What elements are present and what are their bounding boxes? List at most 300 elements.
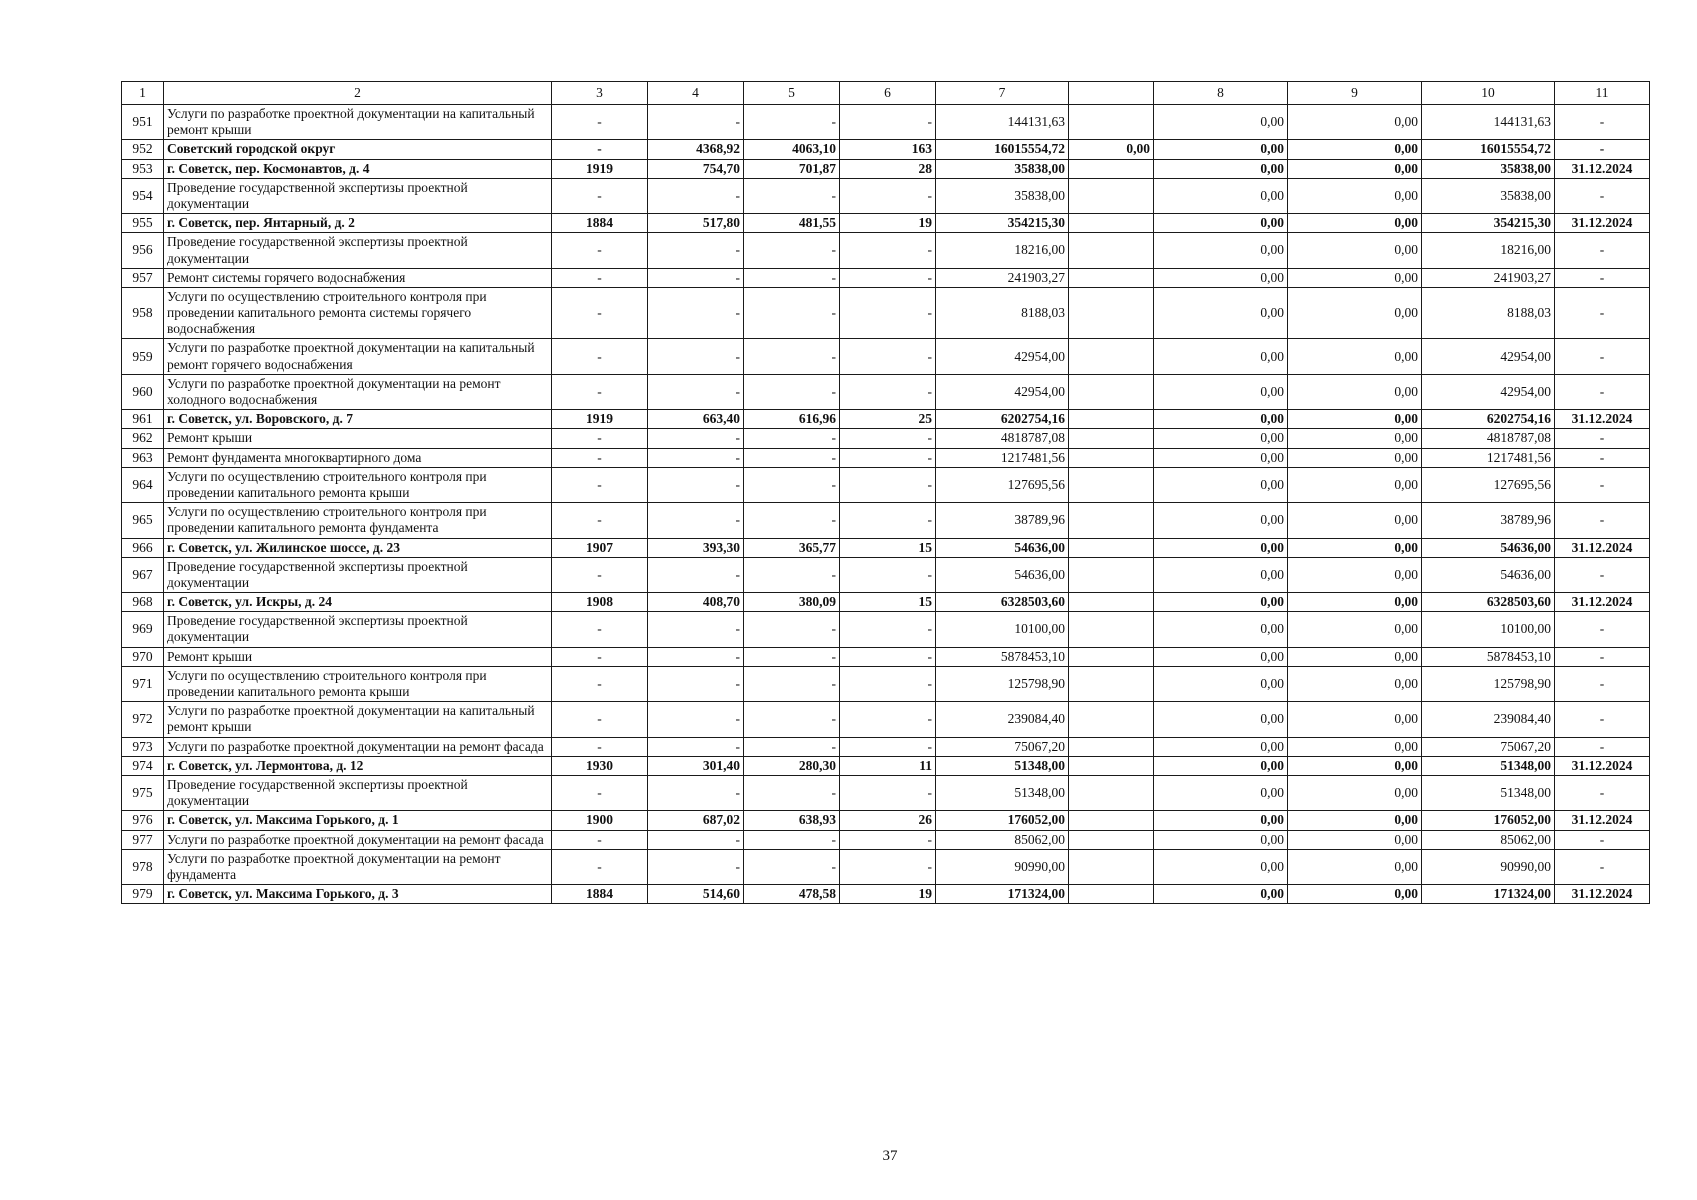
area-living-cell: 280,30 [744, 756, 840, 775]
owner-funds-cell: 90990,00 [1422, 849, 1555, 884]
table-row [122, 467, 1650, 502]
residents-cell: 163 [840, 140, 936, 159]
extra-cost-cell [1069, 467, 1154, 502]
row-number: 964 [122, 467, 164, 502]
table-body [122, 82, 1650, 904]
year-cell: - [552, 268, 648, 287]
row-number: 965 [122, 503, 164, 538]
residents-cell: - [840, 429, 936, 448]
residents-cell: 11 [840, 756, 936, 775]
year-cell: 1884 [552, 885, 648, 904]
deadline-cell: 31.12.2024 [1555, 885, 1650, 904]
total-cost-cell: 16015554,72 [936, 140, 1069, 159]
area-living-cell: - [744, 666, 840, 701]
extra-cost-cell [1069, 538, 1154, 557]
extra-cost-cell [1069, 268, 1154, 287]
area-cell: - [648, 429, 744, 448]
table-row [122, 666, 1650, 701]
area-cell: - [648, 557, 744, 592]
item-name: Проведение государственной экспертизы проектной документации [164, 557, 552, 592]
year-cell: 1900 [552, 811, 648, 830]
table-row [122, 287, 1650, 339]
item-name: Ремонт системы горячего водоснабжения [164, 268, 552, 287]
residents-cell: - [840, 557, 936, 592]
extra-cost-cell [1069, 287, 1154, 339]
fund-cell: 0,00 [1154, 178, 1288, 213]
item-name: Проведение государственной экспертизы проектной документации [164, 178, 552, 213]
row-number: 978 [122, 849, 164, 884]
fund-cell: 0,00 [1154, 756, 1288, 775]
header-cell: 11 [1555, 82, 1650, 105]
deadline-cell: 31.12.2024 [1555, 756, 1650, 775]
row-number: 961 [122, 410, 164, 429]
owner-funds-cell: 4818787,08 [1422, 429, 1555, 448]
extra-cost-cell [1069, 448, 1154, 467]
budget-cell: 0,00 [1288, 593, 1422, 612]
year-cell: - [552, 503, 648, 538]
area-living-cell: - [744, 467, 840, 502]
row-number: 977 [122, 830, 164, 849]
row-number: 962 [122, 429, 164, 448]
residents-cell: - [840, 268, 936, 287]
budget-cell: 0,00 [1288, 830, 1422, 849]
total-cost-cell: 127695,56 [936, 467, 1069, 502]
deadline-cell: - [1555, 612, 1650, 647]
table-row [122, 830, 1650, 849]
item-name: Проведение государственной экспертизы проектной документации [164, 775, 552, 810]
page-number: 37 [882, 1148, 898, 1164]
area-living-cell: - [744, 178, 840, 213]
year-cell: - [552, 849, 648, 884]
total-cost-cell: 85062,00 [936, 830, 1069, 849]
extra-cost-cell [1069, 233, 1154, 268]
area-cell: - [648, 702, 744, 737]
residents-cell: - [840, 702, 936, 737]
budget-cell: 0,00 [1288, 612, 1422, 647]
total-cost-cell: 38789,96 [936, 503, 1069, 538]
item-name: Ремонт крыши [164, 647, 552, 666]
area-living-cell: - [744, 830, 840, 849]
year-cell: - [552, 233, 648, 268]
total-cost-cell: 176052,00 [936, 811, 1069, 830]
total-cost-cell: 6202754,16 [936, 410, 1069, 429]
total-cost-cell: 51348,00 [936, 775, 1069, 810]
item-name: Советский городской округ [164, 140, 552, 159]
extra-cost-cell [1069, 666, 1154, 701]
extra-cost-cell [1069, 849, 1154, 884]
area-living-cell: 701,87 [744, 159, 840, 178]
table-row-address [122, 140, 1650, 159]
area-cell: - [648, 737, 744, 756]
extra-cost-cell: 0,00 [1069, 140, 1154, 159]
extra-cost-cell [1069, 830, 1154, 849]
fund-cell: 0,00 [1154, 666, 1288, 701]
budget-cell: 0,00 [1288, 287, 1422, 339]
row-number: 972 [122, 702, 164, 737]
owner-funds-cell: 5878453,10 [1422, 647, 1555, 666]
budget-cell: 0,00 [1288, 756, 1422, 775]
item-name: г. Советск, ул. Максима Горького, д. 1 [164, 811, 552, 830]
year-cell: - [552, 830, 648, 849]
area-cell: - [648, 467, 744, 502]
extra-cost-cell [1069, 593, 1154, 612]
owner-funds-cell: 6202754,16 [1422, 410, 1555, 429]
header-cell: 6 [840, 82, 936, 105]
area-cell: - [648, 339, 744, 374]
fund-cell: 0,00 [1154, 538, 1288, 557]
total-cost-cell: 5878453,10 [936, 647, 1069, 666]
owner-funds-cell: 18216,00 [1422, 233, 1555, 268]
budget-cell: 0,00 [1288, 557, 1422, 592]
residents-cell: - [840, 233, 936, 268]
owner-funds-cell: 42954,00 [1422, 374, 1555, 409]
area-cell: 4368,92 [648, 140, 744, 159]
deadline-cell: - [1555, 287, 1650, 339]
total-cost-cell: 144131,63 [936, 105, 1069, 140]
residents-cell: - [840, 612, 936, 647]
year-cell: - [552, 178, 648, 213]
item-name: Услуги по разработке проектной документации на ремонт фундамента [164, 849, 552, 884]
table-row [122, 233, 1650, 268]
residents-cell: - [840, 467, 936, 502]
residents-cell: 15 [840, 538, 936, 557]
item-name: Проведение государственной экспертизы проектной документации [164, 612, 552, 647]
fund-cell: 0,00 [1154, 105, 1288, 140]
extra-cost-cell [1069, 557, 1154, 592]
table-row [122, 448, 1650, 467]
budget-cell: 0,00 [1288, 666, 1422, 701]
area-living-cell: - [744, 268, 840, 287]
owner-funds-cell: 354215,30 [1422, 214, 1555, 233]
owner-funds-cell: 176052,00 [1422, 811, 1555, 830]
area-cell: - [648, 647, 744, 666]
area-cell: - [648, 830, 744, 849]
item-name: г. Советск, пер. Янтарный, д. 2 [164, 214, 552, 233]
item-name: Услуги по разработке проектной документации на ремонт фасада [164, 737, 552, 756]
area-cell: - [648, 849, 744, 884]
fund-cell: 0,00 [1154, 429, 1288, 448]
item-name: Ремонт крыши [164, 429, 552, 448]
fund-cell: 0,00 [1154, 214, 1288, 233]
deadline-cell: - [1555, 467, 1650, 502]
item-name: Услуги по осуществлению строительного контроля при проведении капитального ремонта крыши [164, 467, 552, 502]
area-living-cell: - [744, 612, 840, 647]
total-cost-cell: 35838,00 [936, 159, 1069, 178]
extra-cost-cell [1069, 105, 1154, 140]
area-cell: - [648, 268, 744, 287]
table-row [122, 105, 1650, 140]
budget-cell: 0,00 [1288, 647, 1422, 666]
table-row [122, 178, 1650, 213]
deadline-cell: - [1555, 503, 1650, 538]
table-row-address [122, 159, 1650, 178]
extra-cost-cell [1069, 410, 1154, 429]
owner-funds-cell: 10100,00 [1422, 612, 1555, 647]
item-name: Услуги по осуществлению строительного контроля при проведении капитального ремонта фундамента [164, 503, 552, 538]
area-living-cell: - [744, 775, 840, 810]
table-row [122, 339, 1650, 374]
row-number: 951 [122, 105, 164, 140]
residents-cell: 28 [840, 159, 936, 178]
deadline-cell: - [1555, 702, 1650, 737]
area-living-cell: 481,55 [744, 214, 840, 233]
year-cell: 1907 [552, 538, 648, 557]
owner-funds-cell: 54636,00 [1422, 557, 1555, 592]
total-cost-cell: 8188,03 [936, 287, 1069, 339]
year-cell: 1919 [552, 159, 648, 178]
extra-cost-cell [1069, 647, 1154, 666]
year-cell: - [552, 105, 648, 140]
owner-funds-cell: 51348,00 [1422, 756, 1555, 775]
row-number: 976 [122, 811, 164, 830]
row-number: 960 [122, 374, 164, 409]
fund-cell: 0,00 [1154, 467, 1288, 502]
table-row [122, 503, 1650, 538]
owner-funds-cell: 127695,56 [1422, 467, 1555, 502]
table-header-row [122, 82, 1650, 105]
owner-funds-cell: 54636,00 [1422, 538, 1555, 557]
deadline-cell: 31.12.2024 [1555, 593, 1650, 612]
budget-cell: 0,00 [1288, 702, 1422, 737]
fund-cell: 0,00 [1154, 647, 1288, 666]
residents-cell: - [840, 339, 936, 374]
year-cell: - [552, 467, 648, 502]
table-row-address [122, 538, 1650, 557]
header-cell: 2 [164, 82, 552, 105]
deadline-cell: 31.12.2024 [1555, 159, 1650, 178]
row-number: 970 [122, 647, 164, 666]
item-name: Услуги по осуществлению строительного контроля при проведении капитального ремонта системы горячего водоснабжения [164, 287, 552, 339]
owner-funds-cell: 51348,00 [1422, 775, 1555, 810]
fund-cell: 0,00 [1154, 702, 1288, 737]
owner-funds-cell: 85062,00 [1422, 830, 1555, 849]
owner-funds-cell: 38789,96 [1422, 503, 1555, 538]
row-number: 979 [122, 885, 164, 904]
residents-cell: 19 [840, 885, 936, 904]
deadline-cell: - [1555, 647, 1650, 666]
year-cell: - [552, 775, 648, 810]
year-cell: - [552, 702, 648, 737]
budget-cell: 0,00 [1288, 538, 1422, 557]
area-cell: - [648, 233, 744, 268]
total-cost-cell: 171324,00 [936, 885, 1069, 904]
item-name: Услуги по разработке проектной документации на ремонт холодного водоснабжения [164, 374, 552, 409]
table-row [122, 429, 1650, 448]
table-row-address [122, 811, 1650, 830]
item-name: г. Советск, ул. Жилинское шоссе, д. 23 [164, 538, 552, 557]
item-name: Услуги по разработке проектной документации на капитальный ремонт горячего водоснабжения [164, 339, 552, 374]
row-number: 956 [122, 233, 164, 268]
owner-funds-cell: 75067,20 [1422, 737, 1555, 756]
area-cell: 517,80 [648, 214, 744, 233]
area-living-cell: - [744, 647, 840, 666]
area-cell: 663,40 [648, 410, 744, 429]
fund-cell: 0,00 [1154, 448, 1288, 467]
budget-cell: 0,00 [1288, 885, 1422, 904]
budget-cell: 0,00 [1288, 140, 1422, 159]
total-cost-cell: 75067,20 [936, 737, 1069, 756]
year-cell: 1919 [552, 410, 648, 429]
row-number: 952 [122, 140, 164, 159]
table-row [122, 557, 1650, 592]
extra-cost-cell [1069, 885, 1154, 904]
fund-cell: 0,00 [1154, 612, 1288, 647]
owner-funds-cell: 8188,03 [1422, 287, 1555, 339]
year-cell: 1884 [552, 214, 648, 233]
fund-cell: 0,00 [1154, 287, 1288, 339]
area-cell: 393,30 [648, 538, 744, 557]
residents-cell: 26 [840, 811, 936, 830]
year-cell: - [552, 287, 648, 339]
fund-cell: 0,00 [1154, 811, 1288, 830]
area-living-cell: 380,09 [744, 593, 840, 612]
header-cell: 9 [1288, 82, 1422, 105]
area-living-cell: - [744, 429, 840, 448]
total-cost-cell: 18216,00 [936, 233, 1069, 268]
year-cell: - [552, 140, 648, 159]
table-row [122, 737, 1650, 756]
table-row-address [122, 593, 1650, 612]
residents-cell: - [840, 178, 936, 213]
year-cell: - [552, 374, 648, 409]
row-number: 958 [122, 287, 164, 339]
budget-cell: 0,00 [1288, 737, 1422, 756]
table-row-address [122, 756, 1650, 775]
row-number: 969 [122, 612, 164, 647]
deadline-cell: - [1555, 849, 1650, 884]
area-living-cell: 4063,10 [744, 140, 840, 159]
area-living-cell: - [744, 849, 840, 884]
fund-cell: 0,00 [1154, 557, 1288, 592]
item-name: Проведение государственной экспертизы проектной документации [164, 233, 552, 268]
item-name: г. Советск, ул. Искры, д. 24 [164, 593, 552, 612]
area-living-cell: - [744, 374, 840, 409]
deadline-cell: - [1555, 268, 1650, 287]
table-row [122, 612, 1650, 647]
area-cell: 408,70 [648, 593, 744, 612]
extra-cost-cell [1069, 159, 1154, 178]
extra-cost-cell [1069, 612, 1154, 647]
residents-cell: - [840, 775, 936, 810]
area-cell: 301,40 [648, 756, 744, 775]
area-living-cell: - [744, 287, 840, 339]
row-number: 973 [122, 737, 164, 756]
fund-cell: 0,00 [1154, 737, 1288, 756]
deadline-cell: - [1555, 448, 1650, 467]
row-number: 959 [122, 339, 164, 374]
area-living-cell: 616,96 [744, 410, 840, 429]
header-cell: 7 [936, 82, 1069, 105]
fund-cell: 0,00 [1154, 374, 1288, 409]
fund-cell: 0,00 [1154, 268, 1288, 287]
year-cell: - [552, 647, 648, 666]
budget-cell: 0,00 [1288, 467, 1422, 502]
fund-cell: 0,00 [1154, 849, 1288, 884]
row-number: 968 [122, 593, 164, 612]
table-row [122, 268, 1650, 287]
residents-cell: - [840, 647, 936, 666]
residents-cell: 25 [840, 410, 936, 429]
extra-cost-cell [1069, 702, 1154, 737]
header-cell: 5 [744, 82, 840, 105]
budget-cell: 0,00 [1288, 410, 1422, 429]
fund-cell: 0,00 [1154, 159, 1288, 178]
owner-funds-cell: 42954,00 [1422, 339, 1555, 374]
table-row-address [122, 410, 1650, 429]
budget-cell: 0,00 [1288, 811, 1422, 830]
row-number: 953 [122, 159, 164, 178]
extra-cost-cell [1069, 503, 1154, 538]
budget-cell: 0,00 [1288, 233, 1422, 268]
area-cell: - [648, 448, 744, 467]
total-cost-cell: 54636,00 [936, 538, 1069, 557]
total-cost-cell: 239084,40 [936, 702, 1069, 737]
row-number: 971 [122, 666, 164, 701]
residents-cell: - [840, 849, 936, 884]
header-cell: 10 [1422, 82, 1555, 105]
total-cost-cell: 54636,00 [936, 557, 1069, 592]
deadline-cell: - [1555, 105, 1650, 140]
total-cost-cell: 125798,90 [936, 666, 1069, 701]
extra-cost-cell [1069, 374, 1154, 409]
area-living-cell: - [744, 233, 840, 268]
table-row [122, 374, 1650, 409]
residents-cell: - [840, 374, 936, 409]
row-number: 974 [122, 756, 164, 775]
extra-cost-cell [1069, 214, 1154, 233]
extra-cost-cell [1069, 339, 1154, 374]
total-cost-cell: 35838,00 [936, 178, 1069, 213]
data-table [121, 81, 1650, 904]
year-cell: 1908 [552, 593, 648, 612]
area-living-cell: - [744, 339, 840, 374]
deadline-cell: - [1555, 233, 1650, 268]
area-cell: - [648, 666, 744, 701]
year-cell: - [552, 612, 648, 647]
area-living-cell: - [744, 503, 840, 538]
area-cell: - [648, 178, 744, 213]
residents-cell: - [840, 105, 936, 140]
header-cell: 8 [1154, 82, 1288, 105]
extra-cost-cell [1069, 737, 1154, 756]
owner-funds-cell: 239084,40 [1422, 702, 1555, 737]
owner-funds-cell: 35838,00 [1422, 159, 1555, 178]
extra-cost-cell [1069, 811, 1154, 830]
budget-cell: 0,00 [1288, 159, 1422, 178]
area-cell: 754,70 [648, 159, 744, 178]
area-living-cell: 478,58 [744, 885, 840, 904]
extra-cost-cell [1069, 429, 1154, 448]
total-cost-cell: 42954,00 [936, 339, 1069, 374]
budget-cell: 0,00 [1288, 178, 1422, 213]
year-cell: 1930 [552, 756, 648, 775]
area-living-cell: 365,77 [744, 538, 840, 557]
area-living-cell: 638,93 [744, 811, 840, 830]
total-cost-cell: 42954,00 [936, 374, 1069, 409]
total-cost-cell: 4818787,08 [936, 429, 1069, 448]
budget-cell: 0,00 [1288, 849, 1422, 884]
deadline-cell: - [1555, 737, 1650, 756]
deadline-cell: - [1555, 140, 1650, 159]
year-cell: - [552, 448, 648, 467]
fund-cell: 0,00 [1154, 830, 1288, 849]
residents-cell: - [840, 503, 936, 538]
total-cost-cell: 90990,00 [936, 849, 1069, 884]
owner-funds-cell: 241903,27 [1422, 268, 1555, 287]
deadline-cell: 31.12.2024 [1555, 811, 1650, 830]
table-row-address [122, 214, 1650, 233]
budget-cell: 0,00 [1288, 214, 1422, 233]
